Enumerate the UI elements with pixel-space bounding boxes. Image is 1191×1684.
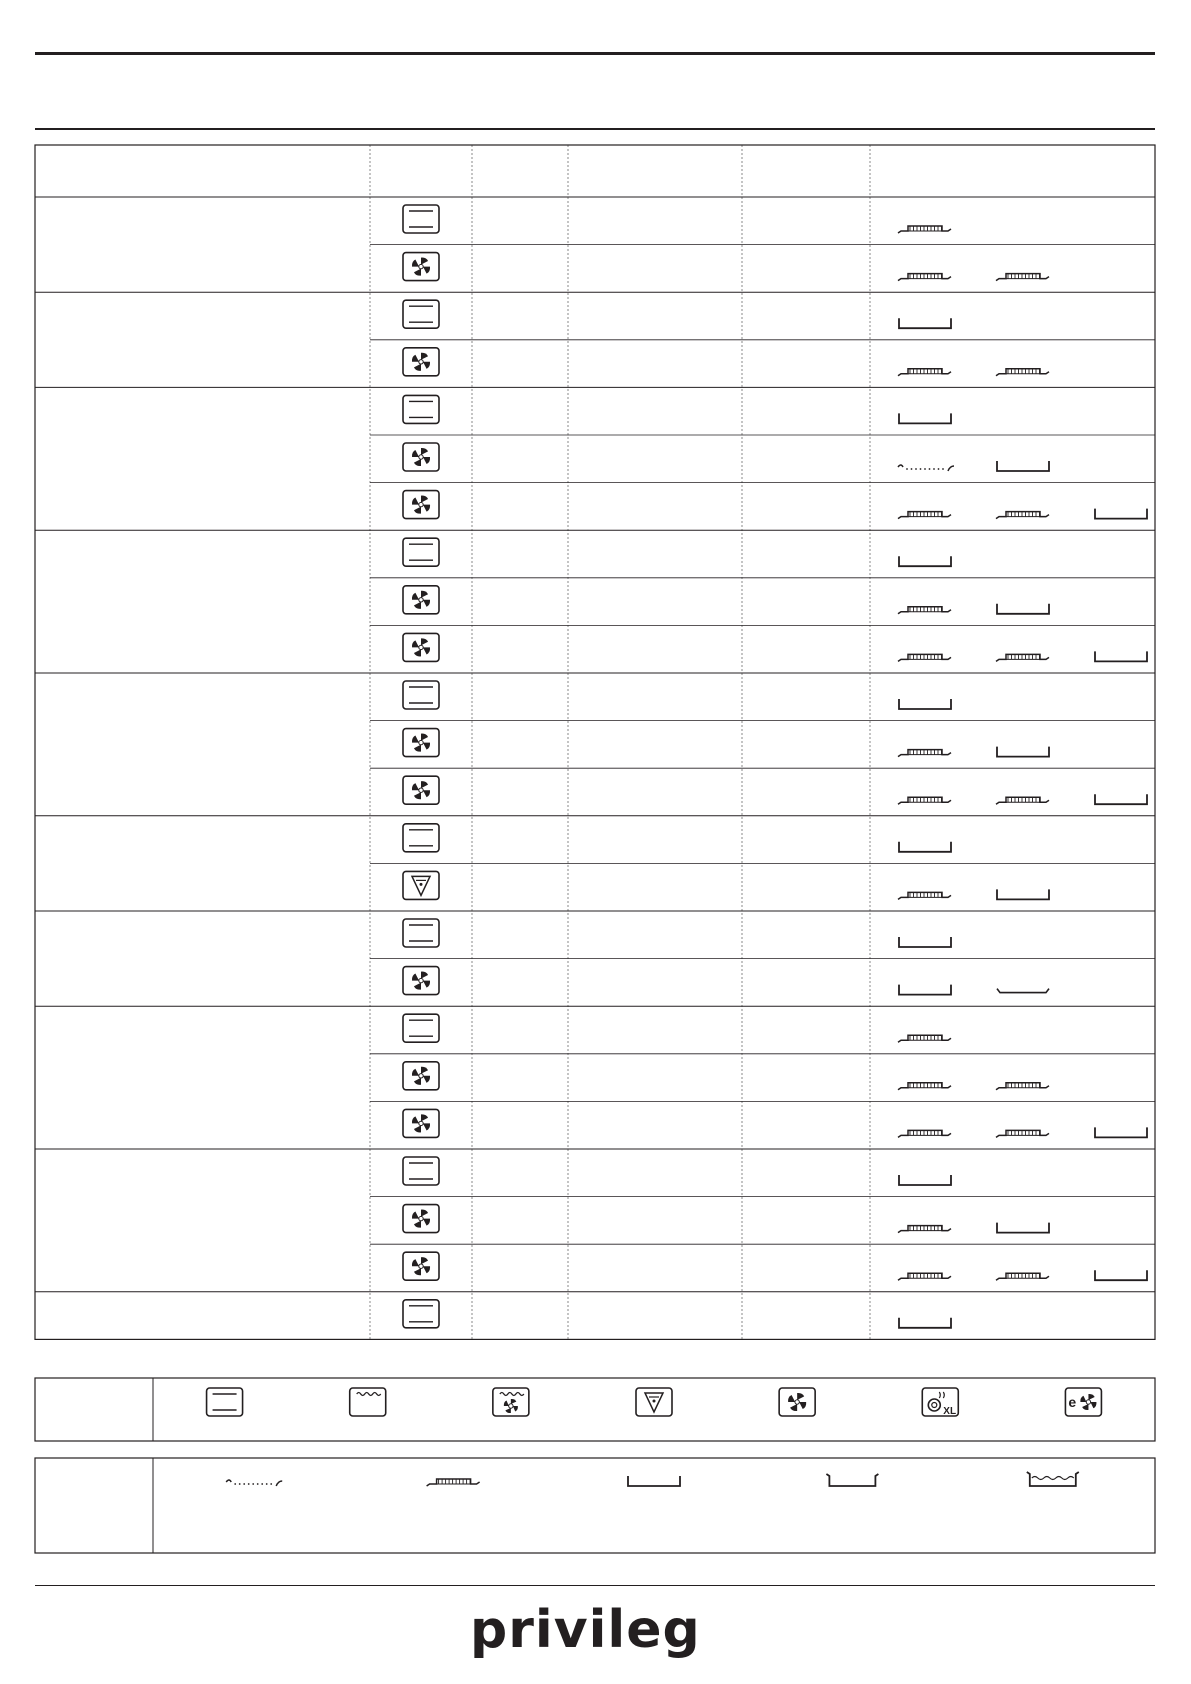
turbo-grill-icon bbox=[493, 1388, 529, 1416]
convection-bake-icon bbox=[779, 1388, 815, 1416]
conventional-icon bbox=[207, 1388, 243, 1416]
tray-with-water-icon bbox=[1027, 1472, 1079, 1486]
footer-rule bbox=[35, 1585, 1155, 1586]
functions-legend bbox=[35, 1378, 1155, 1441]
pizza-icon bbox=[636, 1388, 672, 1416]
dotted-shelf-icon bbox=[226, 1480, 282, 1486]
eco-forced-air-icon bbox=[1065, 1388, 1101, 1416]
grill-icon bbox=[350, 1388, 386, 1416]
svg-text:XL: XL bbox=[943, 1406, 957, 1417]
wire-shelf-icon bbox=[427, 1479, 480, 1486]
drip-tray-icon bbox=[826, 1474, 878, 1486]
brand-logo: privileg bbox=[470, 1600, 701, 1660]
accessories-legend bbox=[35, 1458, 1155, 1553]
svg-text:e: e bbox=[1068, 1394, 1077, 1410]
baking-tray-icon bbox=[628, 1476, 680, 1486]
maxi-cooking-icon bbox=[922, 1388, 958, 1417]
